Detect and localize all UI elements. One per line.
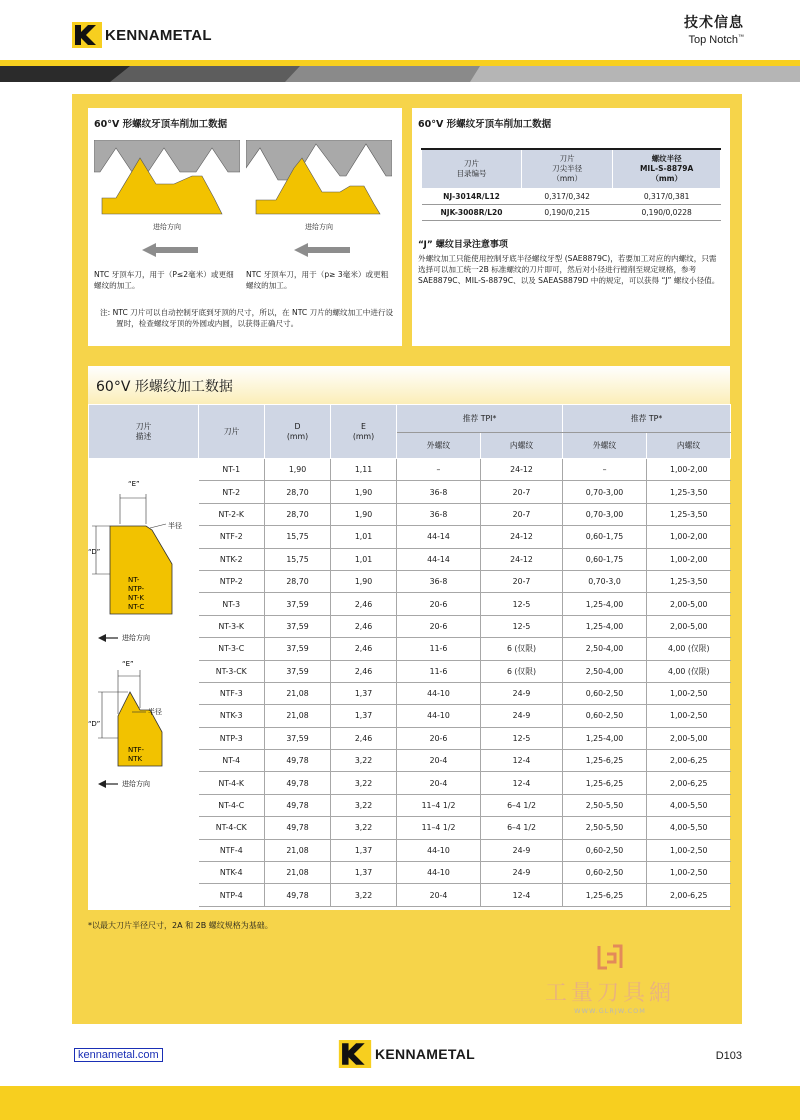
thread-profile-fine-illustration xyxy=(94,140,240,220)
table-cell: 37,59 xyxy=(265,638,331,660)
insert-cell: NTF-4 xyxy=(199,839,265,861)
table-cell: 4,00 (仅限) xyxy=(647,660,731,682)
crest-turning-box-left xyxy=(88,108,402,346)
table-cell: 24-12 xyxy=(481,459,563,481)
insert-cell: NT-3-CK xyxy=(199,660,265,682)
footer-bar xyxy=(0,1086,800,1120)
table-cell: 36-8 xyxy=(397,503,481,525)
column-header-tip-radius: 刀片 刀尖半径 （mm） xyxy=(522,149,613,189)
page-header xyxy=(0,0,800,60)
table-cell: 0,60-2,50 xyxy=(563,682,647,704)
table-cell: 15,75 xyxy=(265,548,331,570)
table-cell: 3,22 xyxy=(331,817,397,839)
thread-profile-coarse-illustration xyxy=(246,140,392,220)
table-cell: 11–4 1/2 xyxy=(397,817,481,839)
watermark-url: WWW.GLRJW.COM xyxy=(574,1007,646,1015)
insert-name: NT- xyxy=(128,576,140,584)
insert-cell: NTP-4 xyxy=(199,884,265,906)
table-cell: 20-6 xyxy=(397,593,481,615)
table-cell: 20-4 xyxy=(397,750,481,772)
dim-e-label: “E” xyxy=(122,660,134,668)
insert-cell: NTK-3 xyxy=(199,705,265,727)
table-cell: 1,90 xyxy=(331,503,397,525)
table-cell: 28,70 xyxy=(265,481,331,503)
table-cell: 44-10 xyxy=(397,682,481,704)
table-cell: 2,46 xyxy=(331,615,397,637)
table-cell: 44-14 xyxy=(397,548,481,570)
insert-cell: NT-4 xyxy=(199,750,265,772)
section-title: 技术信息 xyxy=(684,15,744,31)
footer-logo xyxy=(338,1040,475,1068)
insert-cell: NT-4-C xyxy=(199,794,265,816)
table-cell: 1,25-4,00 xyxy=(563,727,647,749)
table-cell: 0,190/0,0228 xyxy=(613,205,721,221)
feed-arrow-icon xyxy=(294,243,350,257)
table-cell: 2,00-5,00 xyxy=(647,727,731,749)
table-cell: 44-10 xyxy=(397,862,481,884)
table-cell: 1,00-2,00 xyxy=(647,459,731,481)
table-cell: 44-10 xyxy=(397,705,481,727)
table-cell: 20-7 xyxy=(481,481,563,503)
table-cell: 1,25-4,00 xyxy=(563,615,647,637)
radius-label: 半径 xyxy=(148,708,162,716)
table-cell: 1,90 xyxy=(331,481,397,503)
insert-name: NTK xyxy=(128,755,143,763)
table-cell: 1,25-6,25 xyxy=(563,884,647,906)
table-cell: 2,46 xyxy=(331,638,397,660)
table-cell: 12-5 xyxy=(481,615,563,637)
table-cell: 0,60-1,75 xyxy=(563,526,647,548)
column-header-e: E (mm) xyxy=(331,405,397,459)
brand-name: KENNAMETAL xyxy=(105,26,212,44)
table-cell: 44-10 xyxy=(397,839,481,861)
kennametal-website-link[interactable]: kennametal.com xyxy=(74,1048,163,1062)
table-cell: 21,08 xyxy=(265,862,331,884)
table-cell: 1,00-2,50 xyxy=(647,839,731,861)
table-row xyxy=(422,189,721,205)
table-cell: 20-7 xyxy=(481,503,563,525)
table-cell: 1,25-4,00 xyxy=(563,593,647,615)
insert-name: NTP- xyxy=(128,585,145,593)
table-cell: 0,70-3,0 xyxy=(563,570,647,592)
table-cell: 49,78 xyxy=(265,750,331,772)
table-cell: 12-4 xyxy=(481,750,563,772)
table-cell: 24-9 xyxy=(481,682,563,704)
box-title: 60°V 形螺纹牙顶车削加工数据 xyxy=(418,119,552,130)
j-thread-notes: 外螺纹加工只能使用控制牙底半径螺纹牙型 (SAE8879C)，若要加工对应的内螺纹，只需选择可以加工统一2B 标准螺纹的刀片即可，然后对小径进行镗削至规定规格，参考 SAE8879C、MIL-S-8879C、以及 SAEAS8879D 中的规定，可以获得 “J” 螺纹小径值。 xyxy=(418,254,720,285)
table-cell: NJK-3008R/L20 xyxy=(422,205,522,221)
table-cell: 36-8 xyxy=(397,570,481,592)
ntc-note: 注: NTC 刀片可以自动控制牙底到牙顶的尺寸，所以，在 NTC 刀片的螺纹加工中进行设置时，检查螺纹牙顶的外圆或内圆，以获得正确尺寸。 xyxy=(100,308,394,328)
table-cell: 2,00-5,00 xyxy=(647,615,731,637)
table-cell: 6 (仅限) xyxy=(481,660,563,682)
table-cell: 24-9 xyxy=(481,705,563,727)
table-cell: 12-4 xyxy=(481,772,563,794)
box-title: 60°V 形螺纹牙顶车削加工数据 xyxy=(94,119,228,130)
table-cell: 11–4 1/2 xyxy=(397,794,481,816)
insert-cell: NTP-3 xyxy=(199,727,265,749)
table-cell: 1,00-2,50 xyxy=(647,705,731,727)
fine-thread-description: NTC 牙顶车刀，用于（P≤2毫米）或更细螺纹的加工。 xyxy=(94,270,234,290)
radius-label: 半径 xyxy=(168,522,182,530)
insert-cell: NT-4-CK xyxy=(199,817,265,839)
insert-name: NT-K xyxy=(128,594,144,602)
table-cell: 37,59 xyxy=(265,660,331,682)
table-cell: 0,70-3,00 xyxy=(563,481,647,503)
table-cell: 4,00-5,50 xyxy=(647,794,731,816)
column-header-external: 外螺纹 xyxy=(563,433,647,459)
table-row xyxy=(422,205,721,221)
crest-radius-table xyxy=(421,148,721,221)
thread-diagram-fine xyxy=(94,140,240,232)
table-cell: 1,00-2,00 xyxy=(647,548,731,570)
insert-cell: NT-2 xyxy=(199,481,265,503)
table-cell: 1,90 xyxy=(265,459,331,481)
table-cell: 12-4 xyxy=(481,884,563,906)
header-stripe xyxy=(0,60,800,82)
table-cell: 49,78 xyxy=(265,794,331,816)
section-subtitle: Top Notch™ xyxy=(688,34,744,46)
table-cell: 24-9 xyxy=(481,862,563,884)
table-cell: 1,00-2,50 xyxy=(647,682,731,704)
table-cell: 1,37 xyxy=(331,839,397,861)
dim-d-label: “D” xyxy=(88,548,101,556)
insert-cell: NT-3-C xyxy=(199,638,265,660)
table-cell: 28,70 xyxy=(265,503,331,525)
column-header-description: 刀片 描述 xyxy=(89,405,199,459)
table-cell: 1,25-6,25 xyxy=(563,750,647,772)
table-cell: 2,46 xyxy=(331,660,397,682)
dim-e-label: “E” xyxy=(128,480,140,488)
table-cell: 1,37 xyxy=(331,682,397,704)
feed-direction-label: 进给方向 xyxy=(122,780,150,788)
table-cell: 28,70 xyxy=(265,570,331,592)
table-cell: 0,317/0,381 xyxy=(613,189,721,205)
table-cell: 2,00-6,25 xyxy=(647,772,731,794)
column-header-internal: 内螺纹 xyxy=(481,433,563,459)
table-cell: 6 (仅限) xyxy=(481,638,563,660)
table-cell: 11-6 xyxy=(397,638,481,660)
column-header-insert: 刀片 xyxy=(199,405,265,459)
table-cell: 0,70-3,00 xyxy=(563,503,647,525)
table-cell: 3,22 xyxy=(331,794,397,816)
watermark-text: 工量刀具網 xyxy=(544,981,675,1006)
thread-diagram-coarse xyxy=(246,140,392,232)
table-cell: 6–4 1/2 xyxy=(481,794,563,816)
brand-name: KENNAMETAL xyxy=(375,1046,475,1062)
table-cell: 4,00-5,50 xyxy=(647,817,731,839)
table-cell: 15,75 xyxy=(265,526,331,548)
insert-cell: NT-1 xyxy=(199,459,265,481)
footnote: *以最大刀片半径尺寸，2A 和 2B 螺纹规格为基础。 xyxy=(88,921,273,930)
kennametal-k-icon xyxy=(338,1040,372,1068)
table-cell: 21,08 xyxy=(265,839,331,861)
column-header-d: D (mm) xyxy=(265,405,331,459)
insert-name: NTF- xyxy=(128,746,145,754)
watermark xyxy=(540,944,680,1024)
table-cell: 1,90 xyxy=(331,570,397,592)
table-cell: 37,59 xyxy=(265,593,331,615)
insert-cell: NT-3 xyxy=(199,593,265,615)
table-cell: 24-12 xyxy=(481,548,563,570)
table-cell: 20-6 xyxy=(397,615,481,637)
table-cell: 2,46 xyxy=(331,727,397,749)
table-cell: 21,08 xyxy=(265,705,331,727)
table-cell: 2,50-4,00 xyxy=(563,660,647,682)
table-cell: 49,78 xyxy=(265,772,331,794)
table-cell: 1,25-3,50 xyxy=(647,570,731,592)
column-header-external: 外螺纹 xyxy=(397,433,481,459)
ntf-insert-diagram xyxy=(88,656,198,796)
table-cell: 37,59 xyxy=(265,727,331,749)
feed-direction-label: 进给方向 xyxy=(153,223,181,231)
insert-cell: NTK-2 xyxy=(199,548,265,570)
table-cell: 2,00-6,25 xyxy=(647,884,731,906)
j-thread-title: “J” 螺纹目录注意事项 xyxy=(418,240,508,250)
crest-turning-box-right xyxy=(412,108,730,346)
table-cell: 0,190/0,215 xyxy=(522,205,613,221)
table-cell: 3,22 xyxy=(331,772,397,794)
feed-direction-label: 进给方向 xyxy=(122,634,150,642)
column-header-internal: 内螺纹 xyxy=(647,433,731,459)
insert-name: NT-C xyxy=(128,603,145,611)
table-cell: 2,50-5,50 xyxy=(563,817,647,839)
table-cell: 1,00-2,50 xyxy=(647,862,731,884)
insert-cell: NT-3-K xyxy=(199,615,265,637)
table-cell: 20-4 xyxy=(397,772,481,794)
insert-cell: NTK-4 xyxy=(199,862,265,884)
table-cell: 1,25-3,50 xyxy=(647,503,731,525)
insert-cell: NTF-3 xyxy=(199,682,265,704)
table-cell: 24-12 xyxy=(481,526,563,548)
nt-insert-diagram xyxy=(88,474,198,654)
table-cell: 44-14 xyxy=(397,526,481,548)
feed-arrow-icon xyxy=(142,243,198,257)
table-cell: 21,08 xyxy=(265,682,331,704)
feed-direction-label: 进给方向 xyxy=(305,223,333,231)
table-cell: 1,37 xyxy=(331,705,397,727)
table-cell: 4,00 (仅限) xyxy=(647,638,731,660)
table-cell: 1,11 xyxy=(331,459,397,481)
table-cell: 3,22 xyxy=(331,884,397,906)
main-table-title: 60°V 形螺纹加工数据 xyxy=(88,366,730,404)
insert-cell: NT-2-K xyxy=(199,503,265,525)
table-cell: 1,25-3,50 xyxy=(647,481,731,503)
table-cell: 0,60-2,50 xyxy=(563,862,647,884)
watermark-logo-icon xyxy=(595,944,625,970)
table-cell: 1,01 xyxy=(331,548,397,570)
table-cell: 1,25-6,25 xyxy=(563,772,647,794)
coarse-thread-description: NTC 牙顶车刀，用于（p≥ 3毫米）或更粗螺纹的加工。 xyxy=(246,270,389,290)
table-cell: 2,50-4,00 xyxy=(563,638,647,660)
table-cell: 1,01 xyxy=(331,526,397,548)
column-header-catalog: 刀片 目录编号 xyxy=(422,149,522,189)
table-cell: – xyxy=(397,459,481,481)
table-cell: 0,60-1,75 xyxy=(563,548,647,570)
kennametal-k-icon xyxy=(72,22,102,48)
column-group-tpi: 推荐 TPI* xyxy=(397,405,563,433)
table-cell: 2,00-5,00 xyxy=(647,593,731,615)
table-cell: 0,317/0,342 xyxy=(522,189,613,205)
table-cell: 11-6 xyxy=(397,660,481,682)
table-cell: 36-8 xyxy=(397,481,481,503)
table-cell: NJ-3014R/L12 xyxy=(422,189,522,205)
table-cell: 6–4 1/2 xyxy=(481,817,563,839)
table-cell: 12-5 xyxy=(481,593,563,615)
table-cell: 2,00-6,25 xyxy=(647,750,731,772)
page-number: D103 xyxy=(715,1050,742,1062)
table-cell: 1,37 xyxy=(331,862,397,884)
table-cell: 24-9 xyxy=(481,839,563,861)
table-cell: 1,00-2,00 xyxy=(647,526,731,548)
table-cell: – xyxy=(563,459,647,481)
table-cell: 3,22 xyxy=(331,750,397,772)
insert-cell: NTF-2 xyxy=(199,526,265,548)
table-cell: 12-5 xyxy=(481,727,563,749)
table-cell: 49,78 xyxy=(265,817,331,839)
table-cell: 0,60-2,50 xyxy=(563,705,647,727)
column-group-tp: 推荐 TP* xyxy=(563,405,731,433)
table-cell: 37,59 xyxy=(265,615,331,637)
table-cell: 20-6 xyxy=(397,727,481,749)
table-cell: 20-7 xyxy=(481,570,563,592)
table-cell: 49,78 xyxy=(265,884,331,906)
table-cell: 2,46 xyxy=(331,593,397,615)
insert-cell: NT-4-K xyxy=(199,772,265,794)
table-cell: 20-4 xyxy=(397,884,481,906)
kennametal-logo xyxy=(72,22,212,48)
dim-d-label: “D” xyxy=(88,720,101,728)
table-cell: 2,50-5,50 xyxy=(563,794,647,816)
insert-cell: NTP-2 xyxy=(199,570,265,592)
column-header-thread-radius: 螺纹半径 MIL-S-8879A （mm） xyxy=(613,149,721,189)
table-cell: 0,60-2,50 xyxy=(563,839,647,861)
